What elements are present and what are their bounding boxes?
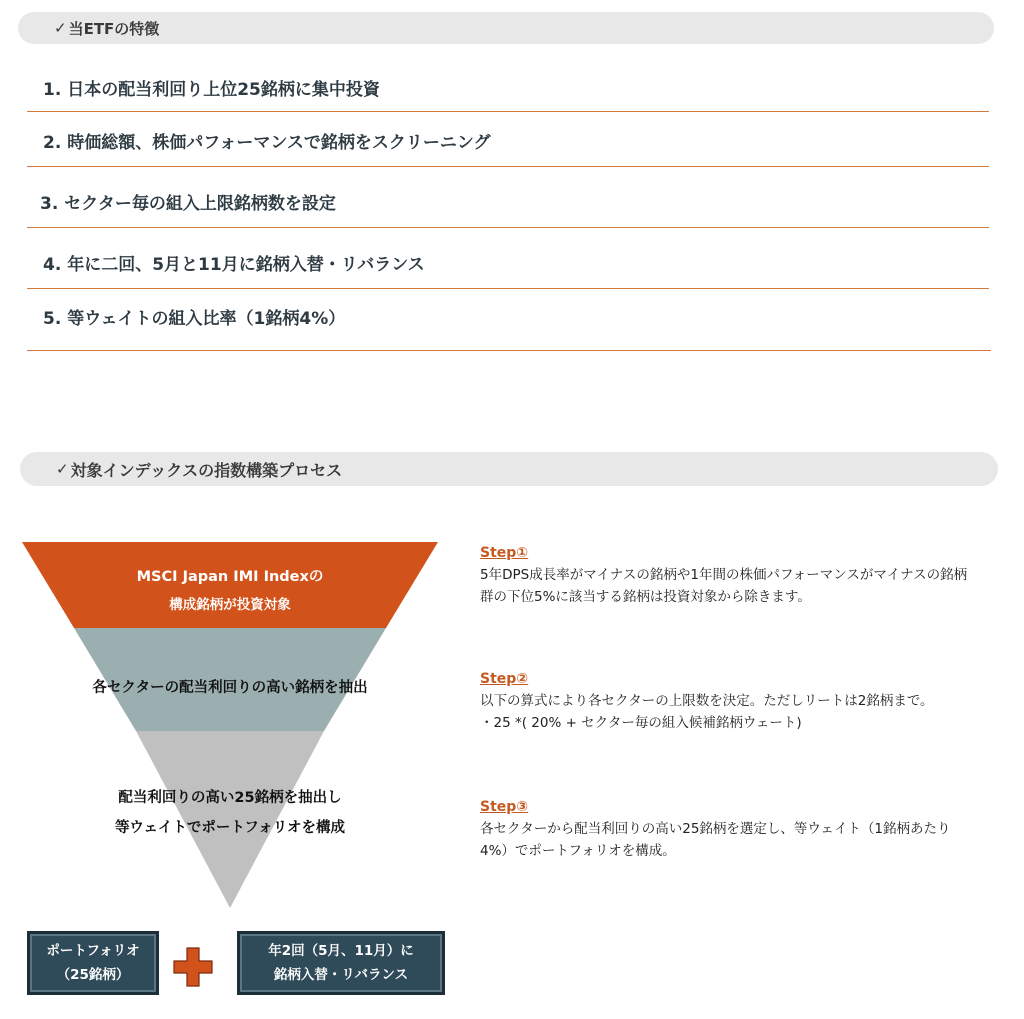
- feature-number: 4.: [43, 255, 62, 275]
- funnel-layer-2-text: [40, 674, 420, 702]
- portfolio-box-line-2: （25銘柄）: [56, 967, 130, 983]
- rebalance-box-line-2: 銘柄入替・リバランス: [273, 967, 409, 983]
- feature-number: 2.: [43, 133, 62, 153]
- process-section-title: 対象インデックスの指数構築プロセス: [70, 460, 343, 480]
- step-2-line-1: 以下の算式により各セクターの上限数を決定。ただしリートは2銘柄まで。: [480, 693, 934, 709]
- feature-number: 1.: [43, 80, 62, 100]
- checkmark-icon: ✓: [56, 460, 69, 478]
- funnel-layer-1-line-2: 構成銘柄が投資対象: [169, 597, 291, 613]
- funnel-layer-1-text: [60, 563, 400, 619]
- feature-number: 5.: [43, 309, 62, 329]
- feature-text: 日本の配当利回り上位25銘柄に集中投資: [67, 80, 380, 100]
- step-3-title: Step③: [480, 799, 529, 815]
- step-2-title: Step②: [480, 671, 529, 687]
- rebalance-box: [237, 931, 445, 995]
- plus-icon: [172, 946, 214, 988]
- step-1-title: Step①: [480, 545, 529, 561]
- step-3-line-1: 各セクターから配当利回りの高い25銘柄を選定し、等ウェイト（1銘柄あたり: [480, 821, 951, 837]
- feature-text: 時価総額、株価パフォーマンスで銘柄をスクリーニング: [67, 133, 491, 153]
- funnel-layer-1-line-1: MSCI Japan IMI Indexの: [136, 569, 324, 585]
- funnel-layer-2-line-1: 各セクターの配当利回りの高い銘柄を抽出: [92, 680, 368, 696]
- step-1: [480, 542, 1000, 608]
- feature-text: 等ウェイトの組入比率（1銘柄4%）: [67, 309, 346, 329]
- funnel-layer-3-text: [40, 783, 420, 843]
- step-2: [480, 668, 1000, 734]
- feature-text: セクター毎の組入上限銘柄数を設定: [64, 194, 336, 214]
- feature-text: 年に二回、5月と11月に銘柄入替・リバランス: [67, 255, 425, 275]
- rebalance-box-line-1: 年2回（5月、11月）に: [268, 943, 414, 959]
- funnel-layer-3-line-2: 等ウェイトでポートフォリオを構成: [114, 820, 346, 836]
- funnel-layer-3-line-1: 配当利回りの高い25銘柄を抽出し: [118, 790, 342, 806]
- portfolio-box: [27, 931, 159, 995]
- feature-number: 3.: [40, 194, 59, 214]
- step-1-line-1: 5年DPS成長率がマイナスの銘柄や1年間の株価パフォーマンスがマイナスの銘柄: [480, 567, 968, 583]
- funnel-diagram: [0, 0, 460, 920]
- step-2-line-2: ・25 *( 20% + セクター毎の組入候補銘柄ウェート): [480, 715, 802, 731]
- features-section-title: 当ETFの特徴: [68, 19, 160, 38]
- step-3: [480, 796, 1000, 862]
- step-1-line-2: 群の下位5%に該当する銘柄は投資対象から除きます。: [480, 589, 811, 605]
- portfolio-box-line-1: ポートフォリオ: [46, 943, 140, 959]
- step-3-line-2: 4%）でポートフォリオを構成。: [480, 843, 676, 859]
- checkmark-icon: ✓: [54, 19, 67, 37]
- plus-shape: [174, 948, 212, 986]
